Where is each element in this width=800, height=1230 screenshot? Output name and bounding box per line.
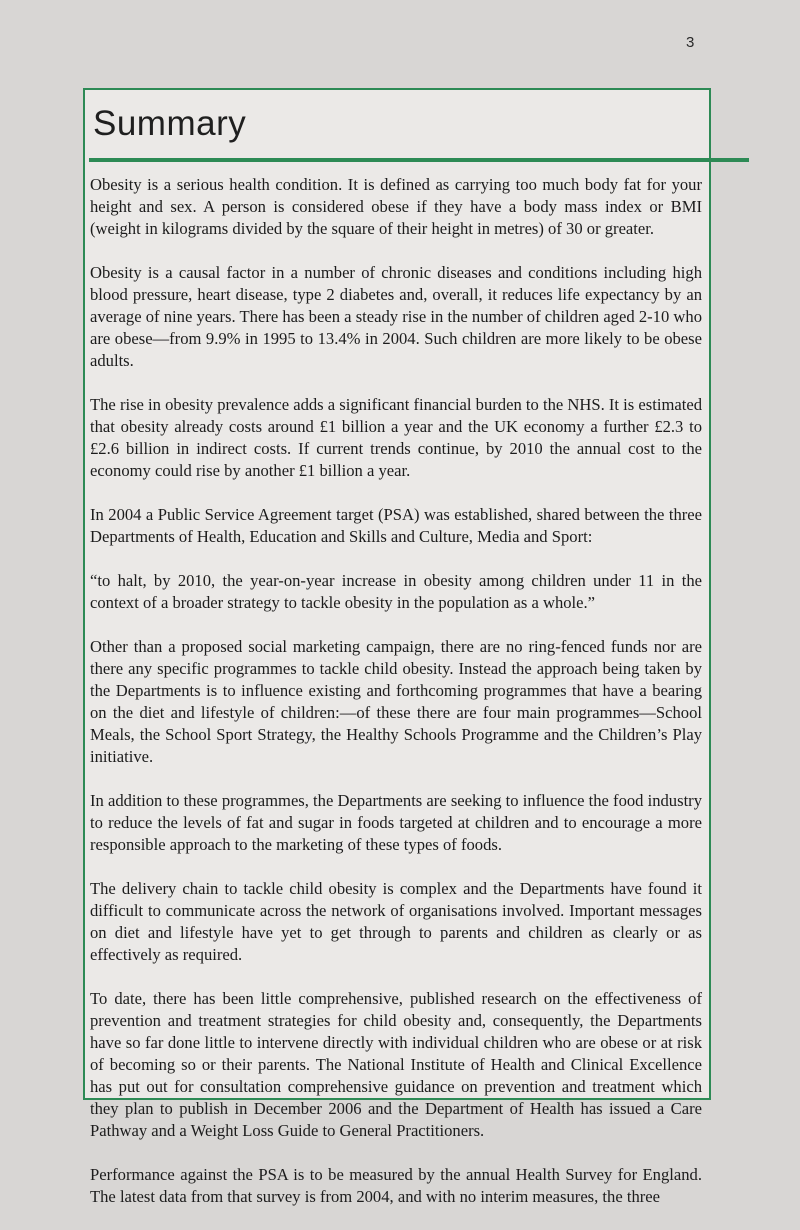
paragraph: Obesity is a serious health condition. It is defined as carrying too much body fat for your height and sex. A person is considered obese if they have a body mass index or BMI (weight in kilograms divided by the square of their height in metres) of 30 or greater. [90,175,702,238]
paragraph: The delivery chain to tackle child obesity is complex and the Departments have found it difficult to communicate across the network of organisations involved. Important messages on diet and lifestyle have yet to get through to parents and children as clearly or as effectively as required. [90,879,702,964]
page-title: Summary [93,104,247,143]
paragraph: In 2004 a Public Service Agreement target (PSA) was established, shared between the three Departments of Health, Education and Skills and Culture, Media and Sport: [90,505,702,546]
title-divider [89,158,749,162]
paragraph: Performance against the PSA is to be measured by the annual Health Survey for England. The latest data from that survey is from 2004, and with no interim measures, the three [90,1165,702,1206]
paragraph: Other than a proposed social marketing campaign, there are no ring-fenced funds nor are there any specific programmes to tackle child obesity. Instead the approach being taken by the Departments is to influence existing and forthcoming programmes that have a bearing on the diet and lifestyle of children:—of these there are four main programmes—School Meals, the School Sport Strategy, the Healthy Schools Programme and the Children’s Play initiative. [90,637,702,766]
paragraph: In addition to these programmes, the Departments are seeking to influence the food industry to reduce the levels of fat and sugar in foods targeted at children and to encourage a more responsible approach to the marketing of these types of foods. [90,791,702,854]
paragraph: The rise in obesity prevalence adds a significant financial burden to the NHS. It is estimated that obesity already costs around £1 billion a year and the UK economy a further £2.3 to £2.6 billion in indirect costs. If current trends continue, by 2010 the annual cost to the economy could rise by another £1 billion a year. [90,395,702,480]
summary-body [90,174,702,1230]
summary-panel [83,88,711,1206]
page-number: 3 [686,34,695,51]
quoted-target: “to halt, by 2010, the year-on-year increase in obesity among children under 11 in the context of a broader strategy to tackle obesity in the population as a whole.” [90,571,702,612]
paragraph: To date, there has been little comprehensive, published research on the effectiveness of prevention and treatment strategies for child obesity and, consequently, the Departments have so far done little to intervene directly with individual children who are obese or at risk of becoming so or their parents. The National Institute of Health and Clinical Excellence has put out for consultation comprehensive guidance on prevention and treatment which they plan to publish in December 2006 and the Department of Health has issued a Care Pathway and a Weight Loss Guide to General Practitioners. [90,989,702,1140]
paragraph: Obesity is a causal factor in a number of chronic diseases and conditions including high blood pressure, heart disease, type 2 diabetes and, overall, it reduces life expectancy by an average of nine years. There has been a steady rise in the number of children aged 2-10 who are obese—from 9.9% in 1995 to 13.4% in 2004. Such children are more likely to be obese adults. [90,263,702,370]
